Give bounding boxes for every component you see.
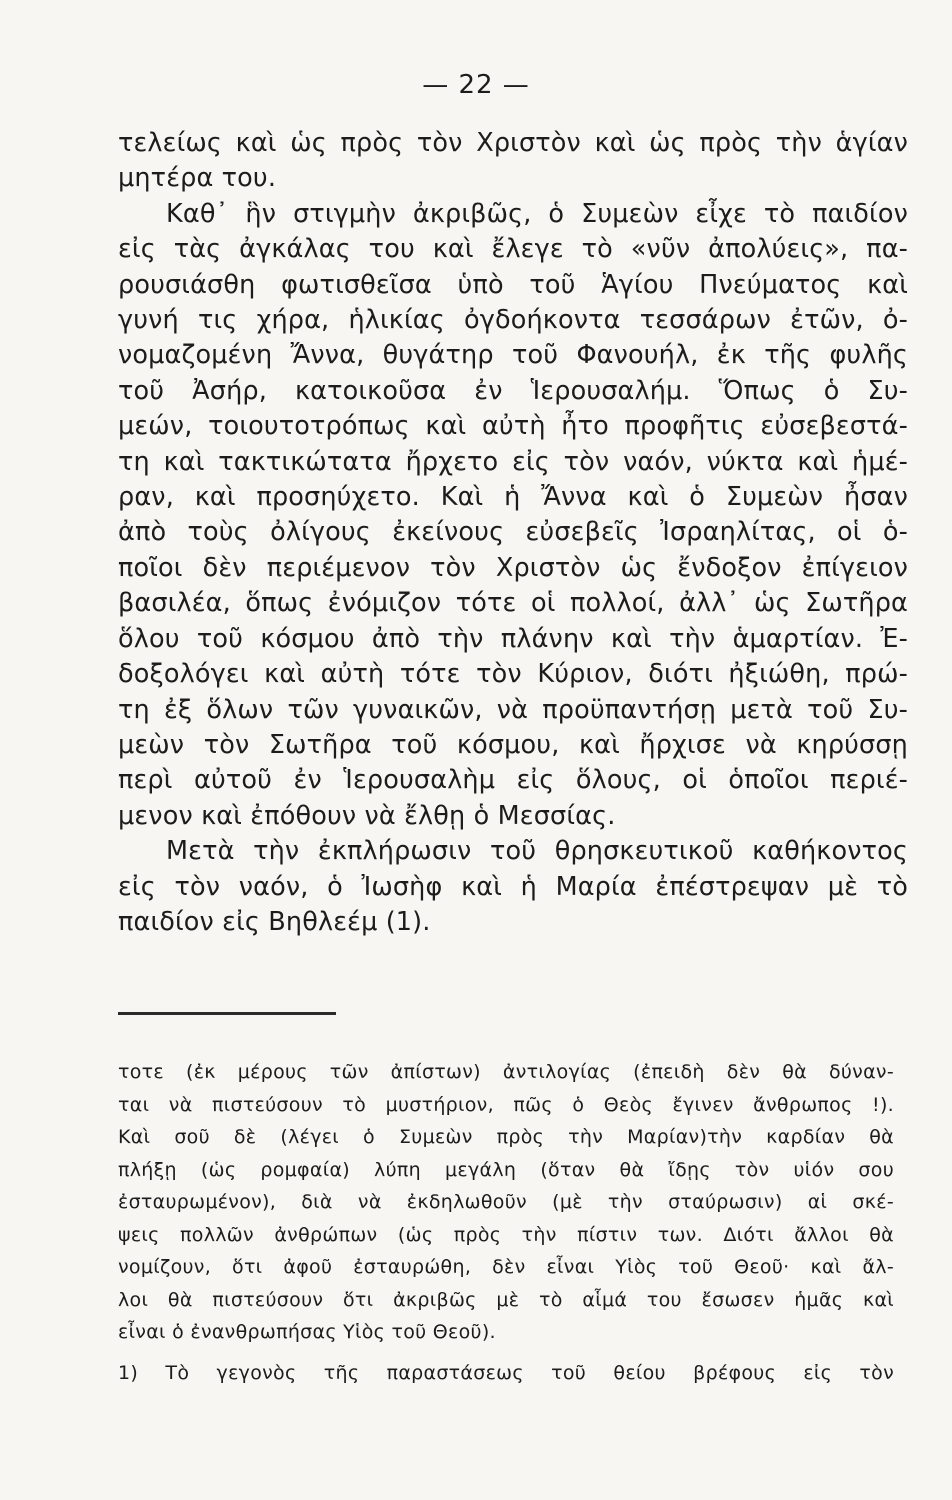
text-line: Μετὰ τὴν ἐκπλήρωσιν τοῦ θρησκευτικοῦ καθήκοντος — [166, 836, 908, 867]
text-line: εἰς τὰς ἀγκάλας του καὶ ἔλεγε τὸ «νῦν ἀπολύεις», πα- — [118, 234, 908, 265]
text-line: εἰς τὸν ναόν, ὁ Ἰωσὴφ καὶ ἡ Μαρία ἐπέστρεψαν μὲ τὸ — [118, 871, 908, 902]
text-line: παιδίον εἰς Βηθλεέμ (1). — [118, 906, 431, 937]
text-line: ρουσιάσθη φωτισθεῖσα ὑπὸ τοῦ Ἁγίου Πνεύματος καὶ — [118, 269, 908, 300]
text-line: περὶ αὐτοῦ ἐν Ἱερουσαλὴμ εἰς ὅλους, οἱ ὁποῖοι περιέ- — [118, 765, 908, 796]
text-line: μεών, τοιουτοτρόπως καὶ αὐτὴ ἦτο προφῆτις εὐσεβεστά- — [118, 411, 908, 442]
footnote-line: ψεις πολλῶν ἀνθρώπων (ὡς πρὸς τὴν πίστιν των. Διότι ἄλλοι θὰ — [118, 1223, 894, 1246]
text-line: μητέρα του. — [118, 163, 277, 194]
footnote-line: ται νὰ πιστεύσουν τὸ μυστήριον, πῶς ὁ Θεὸς ἔγινεν ἄνθρωπος !). — [118, 1093, 894, 1116]
footnote-line: εἶναι ὁ ἐνανθρωπήσας Υἱὸς τοῦ Θεοῦ). — [118, 1321, 496, 1343]
footnote-line: νομίζουν, ὅτι ἀφοῦ ἐσταυρώθη, δὲν εἶναι Υἱὸς τοῦ Θεοῦ· καὶ ἄλ- — [118, 1256, 894, 1278]
footnote-line: 1) Τὸ γεγονὸς τῆς παραστάσεως τοῦ θείου βρέφους εἰς τὸν — [118, 1361, 894, 1384]
text-line: ὅλου τοῦ κόσμου ἀπὸ τὴν πλάνην καὶ τὴν ἁμαρτίαν. Ἐ- — [118, 623, 908, 654]
footnote-line: λοι θὰ πιστεύσουν ὅτι ἀκριβῶς μὲ τὸ αἷμά του ἔσωσεν ἡμᾶς καὶ — [118, 1288, 894, 1311]
text-line: τη ἐξ ὅλων τῶν γυναικῶν, νὰ προϋπαντήσῃ μετὰ τοῦ Συ- — [118, 694, 908, 725]
text-line: μενον καὶ ἐπόθουν νὰ ἔλθῃ ὁ Μεσσίας. — [118, 800, 616, 831]
footnote-line: πλήξῃ (ὡς ρομφαία) λύπη μεγάλη (ὅταν θὰ ἴδῃς τὸν υἱόν σου — [118, 1158, 894, 1181]
text-line: μεὼν τὸν Σωτῆρα τοῦ κόσμου, καὶ ἤρχισε νὰ κηρύσσῃ — [118, 729, 908, 760]
footnote-line: Καὶ σοῦ δὲ (λέγει ὁ Συμεὼν πρὸς τὴν Μαρίαν)τὴν καρδίαν θὰ — [118, 1126, 894, 1148]
text-line: δοξολόγει καὶ αὐτὴ τότε τὸν Κύριον, διότι ἠξιώθη, πρώ- — [118, 659, 908, 690]
text-line: βασιλέα, ὅπως ἐνόμιζον τότε οἱ πολλοί, ἀλλ᾽ ὡς Σωτῆρα — [118, 588, 908, 619]
text-line: τοῦ Ἀσήρ, κατοικοῦσα ἐν Ἱερουσαλήμ. Ὅπως ὁ Συ- — [118, 375, 908, 406]
text-line: Καθ᾽ ἣν στιγμὴν ἀκριβῶς, ὁ Συμεὼν εἶχε τὸ παιδίον — [166, 198, 908, 229]
footnote-line: τοτε (ἐκ μέρους τῶν ἀπίστων) ἀντιλογίας (ἐπειδὴ δὲν θὰ δύναν- — [118, 1061, 894, 1083]
footnote-separator — [118, 1012, 336, 1015]
text-line: ραν, καὶ προσηύχετο. Καὶ ἡ Ἄννα καὶ ὁ Συμεὼν ἦσαν — [118, 482, 908, 513]
text-line: ἀπὸ τοὺς ὀλίγους ἐκείνους εὐσεβεῖς Ἰσραηλίτας, οἱ ὁ- — [118, 517, 908, 548]
footnotes — [118, 1056, 894, 1389]
main-text — [118, 126, 908, 940]
text-line: τελείως καὶ ὡς πρὸς τὸν Χριστὸν καὶ ὡς πρὸς τὴν ἁγίαν — [118, 128, 908, 158]
text-line: νομαζομένη Ἄννα, θυγάτηρ τοῦ Φανουήλ, ἐκ τῆς φυλῆς — [118, 340, 908, 371]
text-line: ποῖοι δὲν περιέμενον τὸν Χριστὸν ὡς ἔνδοξον ἐπίγειον — [118, 552, 908, 583]
text-line: τη καὶ τακτικώτατα ἤρχετο εἰς τὸν ναόν, νύκτα καὶ ἡμέ- — [118, 446, 908, 477]
text-line: γυνή τις χήρα, ἡλικίας ὀγδοήκοντα τεσσάρων ἐτῶν, ὀ- — [118, 305, 908, 336]
page-number: — 22 — — [422, 70, 530, 100]
footnote-line: ἐσταυρωμένον), διὰ νὰ ἐκδηλωθοῦν (μὲ τὴν σταύρωσιν) αἱ σκέ- — [118, 1191, 894, 1213]
